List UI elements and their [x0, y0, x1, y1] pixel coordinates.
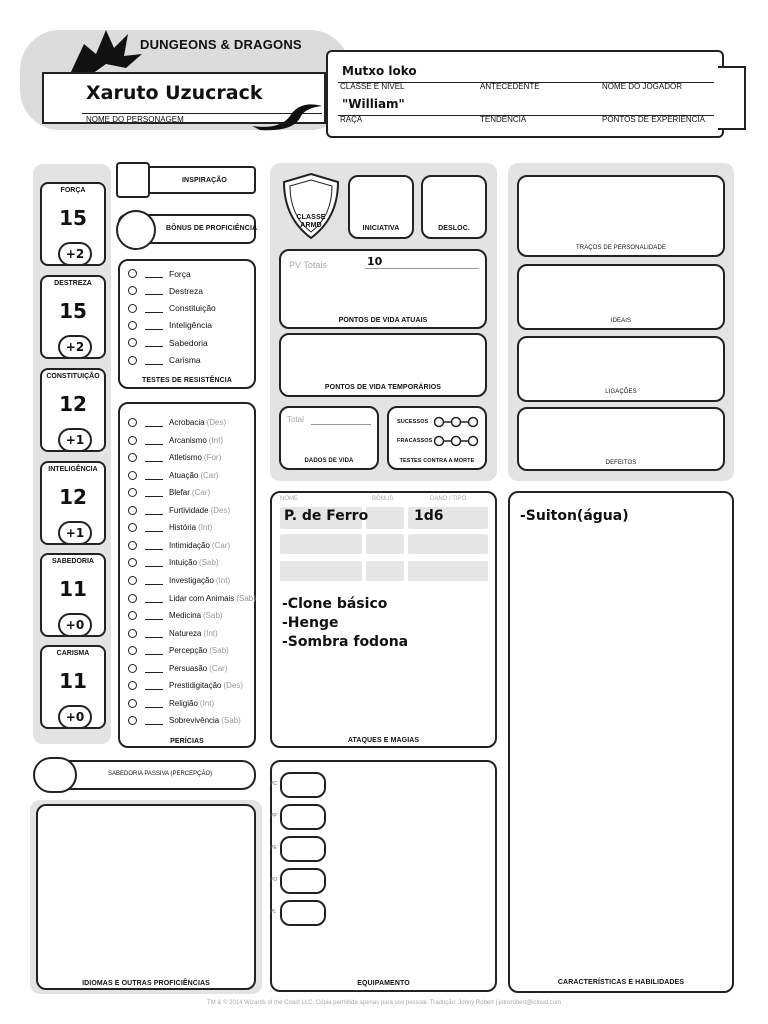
skill-value[interactable] — [145, 629, 163, 638]
skill-row — [128, 449, 221, 466]
skill-row — [128, 537, 230, 554]
skill-row — [128, 695, 214, 712]
coins-list — [272, 762, 342, 932]
skill-row — [128, 502, 230, 519]
languages-title: IDIOMAS E OUTRAS PROFICIÊNCIAS — [82, 980, 210, 987]
ability-modifier[interactable]: +1 — [58, 521, 92, 545]
skill-attribute: (For) — [203, 453, 222, 463]
skill-row — [128, 572, 230, 589]
skill-value[interactable] — [145, 523, 163, 532]
character-name-label: NOME DO PERSONAGEM — [86, 115, 184, 124]
skill-row — [128, 607, 223, 624]
bonds-label: LIGAÇÕES — [605, 389, 637, 395]
current-hp-box[interactable] — [279, 249, 487, 329]
ability-modifier[interactable]: +0 — [58, 705, 92, 729]
coin-label: PP — [270, 813, 277, 819]
temp-hp-box[interactable] — [279, 333, 487, 397]
class-level-label: CLASSE E NÍVEL — [340, 82, 405, 91]
equipment-box[interactable] — [270, 760, 497, 992]
skill-attribute: (Sab) — [236, 593, 256, 603]
ability-box — [40, 461, 106, 545]
footer-copyright: TM & © 2014 Wizards of the Coast LLC. Cópia permitida apenas para uso pessoal. Tradução: Johny Robert | jotrorobert@icloud.com — [207, 1000, 561, 1006]
alignment-label: TENDÊNCIA — [480, 115, 527, 124]
skills-title: PERÍCIAS — [170, 738, 204, 745]
skill-name: Prestidigitação — [169, 681, 222, 691]
saving-throw-value[interactable] — [145, 269, 163, 278]
skill-row — [128, 677, 243, 694]
saving-throw-proficiency-bubble[interactable] — [128, 286, 137, 295]
skill-name: Intuição — [169, 558, 198, 568]
coin-label: PE — [270, 845, 277, 851]
skill-proficiency-bubble[interactable] — [128, 506, 137, 515]
skill-proficiency-bubble[interactable] — [128, 576, 137, 585]
skill-row — [128, 414, 226, 431]
skill-name: Furtividade — [169, 505, 209, 515]
skill-value[interactable] — [145, 488, 163, 497]
skill-attribute: (Car) — [209, 663, 228, 673]
temp-hp-label: PONTOS DE VIDA TEMPORÁRIOS — [324, 384, 442, 391]
skill-value[interactable] — [145, 576, 163, 585]
skill-value[interactable] — [145, 418, 163, 427]
character-info-box-tail — [718, 66, 746, 130]
skill-value[interactable] — [145, 646, 163, 655]
skill-value[interactable] — [145, 541, 163, 550]
hit-dice-total-line — [311, 424, 371, 425]
saving-throw-row — [128, 265, 191, 282]
skill-row — [128, 519, 212, 536]
skill-value[interactable] — [145, 681, 163, 690]
skill-proficiency-bubble[interactable] — [128, 453, 137, 462]
skill-row — [128, 432, 223, 449]
ability-score[interactable]: 11 — [59, 669, 87, 693]
coin-field[interactable] — [280, 868, 326, 894]
hp-total-label: PV Totais — [289, 260, 327, 270]
hp-total-line — [365, 268, 479, 269]
ability-box — [40, 275, 106, 359]
skill-proficiency-bubble[interactable] — [128, 699, 137, 708]
player-name-label: NOME DO JOGADOR — [602, 82, 683, 91]
ability-label: FORÇA — [60, 187, 86, 194]
skill-proficiency-bubble[interactable] — [128, 418, 137, 427]
speed-label: DESLOC. — [438, 225, 470, 232]
xp-label: PONTOS DE EXPERIÊNCIA — [602, 115, 705, 124]
features-box[interactable] — [508, 491, 734, 993]
skill-attribute: (Int) — [198, 523, 213, 533]
coin-field[interactable] — [280, 900, 326, 926]
attack-2-name-cell[interactable] — [280, 534, 362, 554]
death-saves-box — [387, 406, 487, 470]
saving-throw-label: Inteligência — [169, 320, 213, 331]
attack-1-damage: 1d6 — [414, 508, 444, 524]
ability-modifier[interactable]: +1 — [58, 428, 92, 452]
passive-wisdom-label: SABEDORIA PASSIVA (PERCEPÇÃO) — [108, 771, 213, 777]
skill-attribute: (Sab) — [221, 716, 241, 726]
skill-value[interactable] — [145, 664, 163, 673]
skill-attribute: (Car) — [191, 488, 211, 498]
skill-attribute: (Car) — [200, 470, 219, 480]
saving-throw-value[interactable] — [145, 286, 163, 295]
hit-dice-box[interactable] — [279, 406, 379, 470]
skill-name: História — [169, 523, 197, 533]
skill-value[interactable] — [145, 611, 163, 620]
skill-attribute: (Car) — [211, 540, 231, 550]
death-successes-label: SUCESSOS — [397, 419, 429, 425]
skill-attribute: (Int) — [199, 698, 215, 708]
personality-traits-label: TRAÇOS DE PERSONALIDADE — [576, 245, 666, 251]
coin-field[interactable] — [280, 836, 326, 862]
skill-attribute: (Sab) — [199, 558, 219, 568]
speed-box[interactable] — [421, 175, 487, 239]
hit-dice-label: DADOS DE VIDA — [304, 458, 354, 464]
skill-value[interactable] — [145, 436, 163, 445]
skill-row — [128, 625, 218, 642]
features-title: CARACTERÍSTICAS E HABILIDADES — [557, 979, 685, 986]
coin-label: PO — [270, 877, 278, 883]
skills-list — [128, 414, 254, 730]
attacks-box — [270, 491, 497, 748]
saving-throw-row — [128, 317, 212, 334]
inspiration-checkbox[interactable] — [116, 162, 150, 198]
skill-value[interactable] — [145, 594, 163, 603]
skills-box — [118, 402, 256, 748]
skill-attribute: (Sab) — [203, 611, 223, 621]
ability-score[interactable]: 15 — [59, 206, 87, 230]
skill-name: Atletismo — [169, 453, 202, 463]
saving-throw-proficiency-bubble[interactable] — [128, 269, 137, 278]
skill-attribute: (Int) — [208, 435, 224, 445]
attack-col-name: NOME — [280, 496, 298, 502]
attack-note-line: -Clone básico — [282, 596, 388, 612]
saving-throw-proficiency-bubble[interactable] — [128, 356, 137, 365]
skill-name: Medicina — [169, 611, 202, 621]
skill-proficiency-bubble[interactable] — [128, 558, 137, 567]
skill-name: Sobrevivência — [169, 716, 220, 726]
attacks-title: ATAQUES E MAGIAS — [347, 737, 420, 744]
death-failures-label: FRACASSOS — [397, 438, 433, 444]
saving-throws-list — [128, 265, 252, 369]
skill-proficiency-bubble[interactable] — [128, 488, 137, 497]
coin-label: PC — [270, 781, 277, 787]
ability-label: CONSTITUIÇÃO — [46, 373, 100, 380]
skill-value[interactable] — [145, 453, 163, 462]
skill-row — [128, 712, 241, 729]
skill-name: Percepção — [169, 646, 208, 656]
skill-proficiency-bubble[interactable] — [128, 611, 137, 620]
equipment-title: EQUIPAMENTO — [357, 980, 410, 987]
proficiency-label: BÔNUS DE PROFICIÊNCIA — [166, 225, 258, 232]
ability-modifier[interactable]: +2 — [58, 242, 92, 266]
race-label: RAÇA — [340, 115, 363, 124]
saving-throw-label: Destreza — [169, 285, 204, 296]
passive-wisdom-input[interactable] — [33, 757, 77, 793]
character-name-value[interactable]: Xaruto Uzucrack — [86, 82, 263, 104]
saving-throw-label: Sabedoria — [169, 337, 208, 348]
saving-throw-label: Constituição — [169, 303, 216, 314]
saving-throw-value[interactable] — [145, 338, 163, 347]
death-saves-label: TESTES CONTRA A MORTE — [399, 458, 475, 464]
ability-modifier[interactable]: +0 — [58, 613, 92, 637]
initiative-label: INICIATIVA — [362, 225, 400, 232]
skill-name: Intimidação — [169, 540, 210, 550]
saving-throw-label: Força — [169, 268, 191, 279]
saving-throw-row — [128, 282, 203, 299]
death-failures-checkboxes[interactable] — [433, 435, 479, 447]
ability-score[interactable]: 11 — [59, 577, 87, 601]
skill-row — [128, 554, 219, 571]
saving-throws-box — [118, 259, 256, 389]
skill-name: Blefar — [169, 488, 190, 498]
skill-proficiency-bubble[interactable] — [128, 681, 137, 690]
skill-value[interactable] — [145, 558, 163, 567]
skill-attribute: (Int) — [203, 628, 218, 638]
attack-3-name-cell[interactable] — [280, 561, 362, 581]
skill-proficiency-bubble[interactable] — [128, 664, 137, 673]
skill-name: Acrobacia — [169, 418, 205, 427]
skill-name: Atuação — [169, 470, 199, 480]
death-successes-checkboxes[interactable] — [433, 416, 479, 428]
ability-modifier[interactable]: +2 — [58, 335, 92, 359]
attack-3-bonus-cell[interactable] — [366, 561, 404, 581]
skill-name: Arcanismo — [169, 435, 207, 445]
skill-attribute: (Des) — [210, 505, 231, 515]
ability-label: CARISMA — [56, 650, 90, 657]
skill-proficiency-bubble[interactable] — [128, 523, 137, 532]
ability-score[interactable]: 15 — [59, 299, 87, 323]
armor-class-shield-icon[interactable] — [280, 172, 342, 242]
attack-note-line: -Henge — [282, 615, 339, 631]
hp-total-value[interactable]: 10 — [367, 255, 383, 268]
skill-name: Persuasão — [169, 663, 208, 673]
skill-value[interactable] — [145, 506, 163, 515]
saving-throw-value[interactable] — [145, 321, 163, 330]
skill-row — [128, 467, 219, 484]
attack-col-bonus: BÔNUS — [372, 496, 394, 502]
ability-box — [40, 368, 106, 452]
saving-throw-value[interactable] — [145, 304, 163, 313]
class-level-value[interactable]: Mutxo loko — [342, 64, 417, 78]
ability-box — [40, 182, 106, 266]
hit-dice-total-label: Total — [287, 415, 304, 424]
languages-box[interactable] — [36, 804, 256, 990]
attack-3-damage-cell[interactable] — [408, 561, 488, 581]
saving-throw-row — [128, 300, 216, 317]
skill-row — [128, 642, 229, 659]
saving-throw-proficiency-bubble[interactable] — [128, 338, 137, 347]
skill-row — [128, 590, 256, 607]
saving-throw-proficiency-bubble[interactable] — [128, 321, 137, 330]
skill-proficiency-bubble[interactable] — [128, 594, 137, 603]
skill-proficiency-bubble[interactable] — [128, 471, 137, 480]
inspiration-label: INSPIRAÇÃO — [182, 177, 227, 184]
skill-name: Lidar com Animais — [169, 593, 235, 603]
proficiency-bonus-input[interactable] — [116, 210, 156, 250]
ideals-box[interactable] — [517, 264, 725, 330]
skill-attribute: (Int) — [215, 575, 231, 585]
personality-traits-box[interactable] — [517, 175, 725, 257]
coin-field[interactable] — [280, 804, 326, 830]
ability-label: INTELIGÊNCIA — [48, 466, 98, 473]
attack-note-line: -Sombra fodona — [282, 634, 409, 650]
saving-throw-proficiency-bubble[interactable] — [128, 304, 137, 313]
skill-proficiency-bubble[interactable] — [128, 716, 137, 725]
ability-score[interactable]: 12 — [59, 392, 87, 416]
saving-throws-title: TESTES DE RESISTÊNCIA — [141, 377, 232, 384]
saving-throw-value[interactable] — [145, 356, 163, 365]
skill-attribute: (Sab) — [209, 646, 229, 656]
skill-value[interactable] — [145, 471, 163, 480]
skill-proficiency-bubble[interactable] — [128, 646, 137, 655]
ability-box — [40, 645, 106, 729]
dragon-tail-icon — [250, 96, 326, 132]
features-text: -Suiton(água) — [520, 508, 629, 524]
skill-name: Investigação — [169, 575, 214, 585]
attack-notes[interactable] — [282, 595, 482, 652]
current-hp-label: PONTOS DE VIDA ATUAIS — [338, 317, 428, 324]
dragon-logo-icon — [66, 24, 146, 78]
skill-value[interactable] — [145, 699, 163, 708]
skill-value[interactable] — [145, 716, 163, 725]
skill-proficiency-bubble[interactable] — [128, 629, 137, 638]
attack-2-damage-cell[interactable] — [408, 534, 488, 554]
bonds-box[interactable] — [517, 336, 725, 402]
skill-attribute: (Des) — [206, 418, 227, 427]
attack-2-bonus-cell[interactable] — [366, 534, 404, 554]
attack-1-name: P. de Ferro — [284, 508, 369, 524]
flaws-label: DEFEITOS — [605, 460, 637, 466]
background-label: ANTECEDENTE — [480, 82, 540, 91]
saving-throw-label: Carisma — [169, 355, 201, 365]
attack-col-damage: DANO / TIPO — [430, 496, 467, 502]
ability-label: DESTREZA — [54, 280, 92, 287]
skill-proficiency-bubble[interactable] — [128, 436, 137, 445]
saving-throw-row — [128, 334, 208, 351]
saving-throw-row — [128, 352, 201, 369]
skill-proficiency-bubble[interactable] — [128, 541, 137, 550]
coin-field[interactable] — [280, 772, 326, 798]
ability-box — [40, 553, 106, 637]
skill-row — [128, 660, 227, 677]
skill-attribute: (Des) — [223, 681, 244, 691]
ability-score[interactable]: 12 — [59, 485, 87, 509]
skill-name: Religião — [169, 698, 198, 708]
race-value[interactable]: "William" — [342, 97, 405, 111]
ideals-label: IDEAIS — [610, 318, 632, 324]
armor-class-label: CLASSE ARMD — [296, 214, 326, 229]
ability-label: SABEDORIA — [51, 558, 94, 565]
flaws-box[interactable] — [517, 407, 725, 471]
game-logo: DUNGEONS & DRAGONS — [140, 37, 302, 52]
skill-row — [128, 484, 210, 501]
initiative-box[interactable] — [348, 175, 414, 239]
attack-1-bonus-cell[interactable] — [366, 507, 404, 529]
coin-label: PL — [270, 909, 277, 915]
skill-name: Natureza — [169, 628, 202, 638]
